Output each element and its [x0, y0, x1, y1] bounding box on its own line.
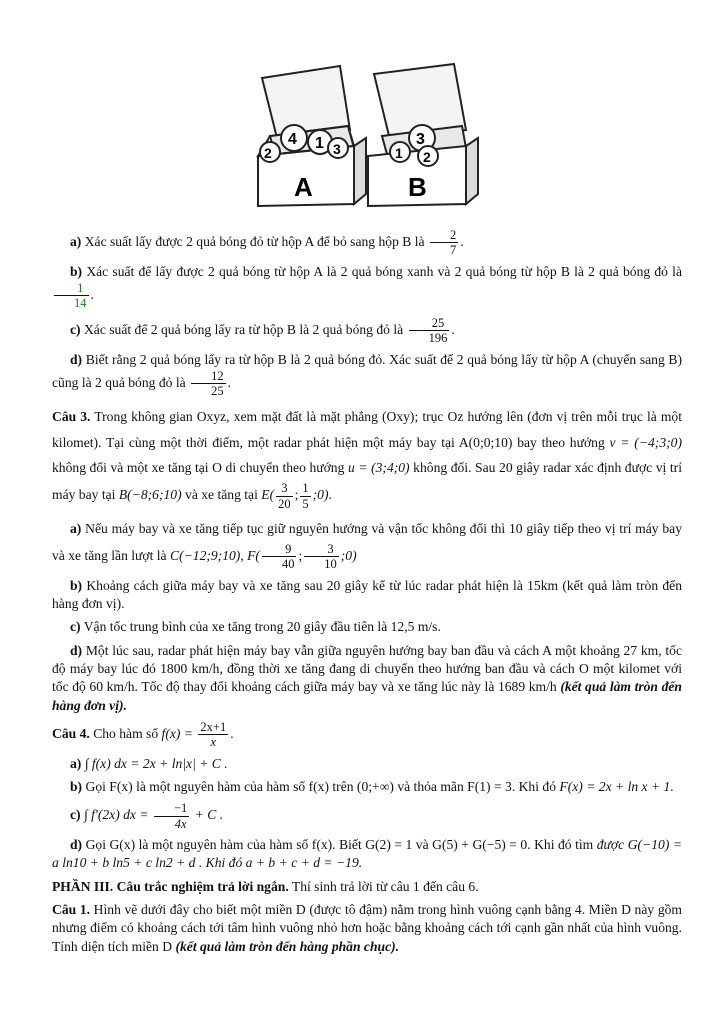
q4-statement-a: a) ∫ f(x) dx = 2x + ln|x| + C . [70, 755, 228, 771]
fraction: $\frac{1}{14}$ [54, 281, 89, 311]
statement-a: a) Xác suất lấy được 2 quả bóng đỏ từ hộp A để bỏ sang hộp B là $\frac{2}{7}$ . [70, 228, 464, 258]
ball-b-2: 1 [395, 145, 403, 161]
ball-a-2: 1 [315, 135, 324, 152]
statement-d: d) Biết rằng 2 quả bóng lấy ra từ hộp B là 2 quả bóng đỏ. Xác suất để 2 quả bóng lấy từ hộp A (chuyển sang B) cũng là 2 quả bóng đỏ là $\frac{12}{25}$ . [52, 351, 682, 399]
fraction: $\frac{1}{5}$ [302, 481, 309, 511]
question-4: Câu 4. Cho hàm số f(x) = $\frac{2x+1}{x}$ . [52, 719, 234, 750]
fraction: $\frac{12}{25}$ [191, 369, 226, 399]
q4-statement-d: d) Gọi G(x) là một nguyên hàm của hàm số f(x). Biết G(2) = 1 và G(5) + G(−5) = 0. Khi đó tìm được G(−10) = a ln10 + b ln5 + c ln2 + d . Khi đó a + b + c + d = −19. [52, 837, 683, 871]
fraction: $\frac{-1}{4x}$ [154, 801, 189, 831]
ball-b-1: 3 [416, 131, 425, 148]
fraction: $\frac{2}{7}$ [430, 228, 458, 258]
ball-a-3: 3 [333, 141, 341, 157]
q3-statement-c: c) Vận tốc trung bình của xe tăng trong 20 giây đầu tiên là 12,5 m/s. [70, 619, 441, 635]
ball-a-1: 4 [288, 131, 297, 148]
statement-b: b) Xác suất để lấy được 2 quả bóng từ hộp A là 2 quả bóng xanh và 2 quả bóng từ hộp B là 2 quả bóng đỏ là $\frac{1}{14}$ . [52, 263, 682, 311]
document-body [52, 228, 682, 961]
box-a-label: A [294, 172, 313, 202]
q3-statement-a: a) Nếu máy bay và xe tăng tiếp tục giữ nguyên hướng và vận tốc không đổi thì 10 giây tiếp theo vị trí máy bay và xe tăng lần lượt là C(−12;9;10), F( $\frac{9}{40}$ ; $\frac{3}{10}$ ;0) [52, 520, 682, 572]
statement-c: c) Xác suất để 2 quả bóng lấy ra từ hộp B là 2 quả bóng đỏ là $\frac{25}{196}$ . [70, 315, 455, 346]
question-3: Câu 3. Trong không gian Oxyz, xem mặt đất là mặt phẳng (Oxy); trục Oz hướng lên (đơn vị trên mỗi trục là một kilomet). Tại cùng một thời điểm, một radar phát hiện một máy bay tại A(0;0;10) bay theo hướng v = (−4;3;0) không đổi và một xe tăng tại O di chuyển theo hướng u = (3;4;0) không đổi. Sau 20 giây radar xác định được vị trí máy bay tại B(−8;6;10) và xe tăng tại E( $\frac{3}{20}$ ; $\frac{1}{5}$ ;0). [52, 408, 682, 511]
boxes-figure [250, 58, 485, 210]
box-b-label: B [408, 172, 427, 202]
fraction: $\frac{3}{20}$ [278, 481, 291, 511]
ball-a-4: 2 [264, 145, 272, 161]
fraction: $\frac{2x+1}{x}$ [200, 719, 227, 750]
q3-statement-b: b) Khoảng cách giữa máy bay và xe tăng sau 20 giây kể từ lúc radar phát hiện là 15km (kết quả làm tròn đến hàng đơn vị). [52, 577, 683, 611]
fraction: $\frac{9}{40}$ [262, 542, 297, 572]
ball-b-3: 2 [423, 149, 431, 165]
fraction: $\frac{25}{196}$ [409, 316, 450, 346]
fraction: $\frac{3}{10}$ [304, 542, 339, 572]
question-title: Câu 4. [52, 725, 90, 741]
q3-statement-d: d) Một lúc sau, radar phát hiện máy bay vẫn giữa nguyên hướng bay ban đầu và cách A một khoảng 27 km, tốc độ máy bay lúc đó 1800 km/h, đồng thời xe tăng đang di chuyển theo hướng ban đầu và cách O một kilomet với tốc độ 60 km/h. Tốc độ thay đổi khoảng cách giữa máy bay và xe tăng lúc này là 1689 km/h (kết quả làm tròn đến hàng đơn vị). [52, 642, 682, 713]
q4-statement-b: b) Gọi F(x) là một nguyên hàm của hàm số f(x) trên (0;+∞) và thỏa mãn F(1) = 3. Khi đó F(x) = 2x + ln x + 1. [70, 779, 674, 794]
q4-statement-c: c) ∫ f′(2x) dx = $\frac{-1}{4x}$ + C . [70, 801, 224, 831]
question-title: Câu 1. [52, 902, 91, 918]
question-title: Câu 3. [52, 408, 91, 424]
part-3-heading: PHẦN III. Câu trắc nghiệm trả lời ngắn. Thí sinh trả lời từ câu 1 đến câu 6. [52, 878, 479, 894]
part-3-question-1: Câu 1. Hình vẽ dưới đây cho biết một miền D (được tô đậm) nằm trong hình vuông cạnh bằng 4. Miền D này gồm nhưng điểm có khoảng cách tới tâm hình vuông nhỏ hơn hoặc bằng khoảng cách tới cạnh gần nhất của hình vuông. Tính diện tích miền D (kết quả làm tròn đến hàng phần chục). [52, 902, 682, 954]
